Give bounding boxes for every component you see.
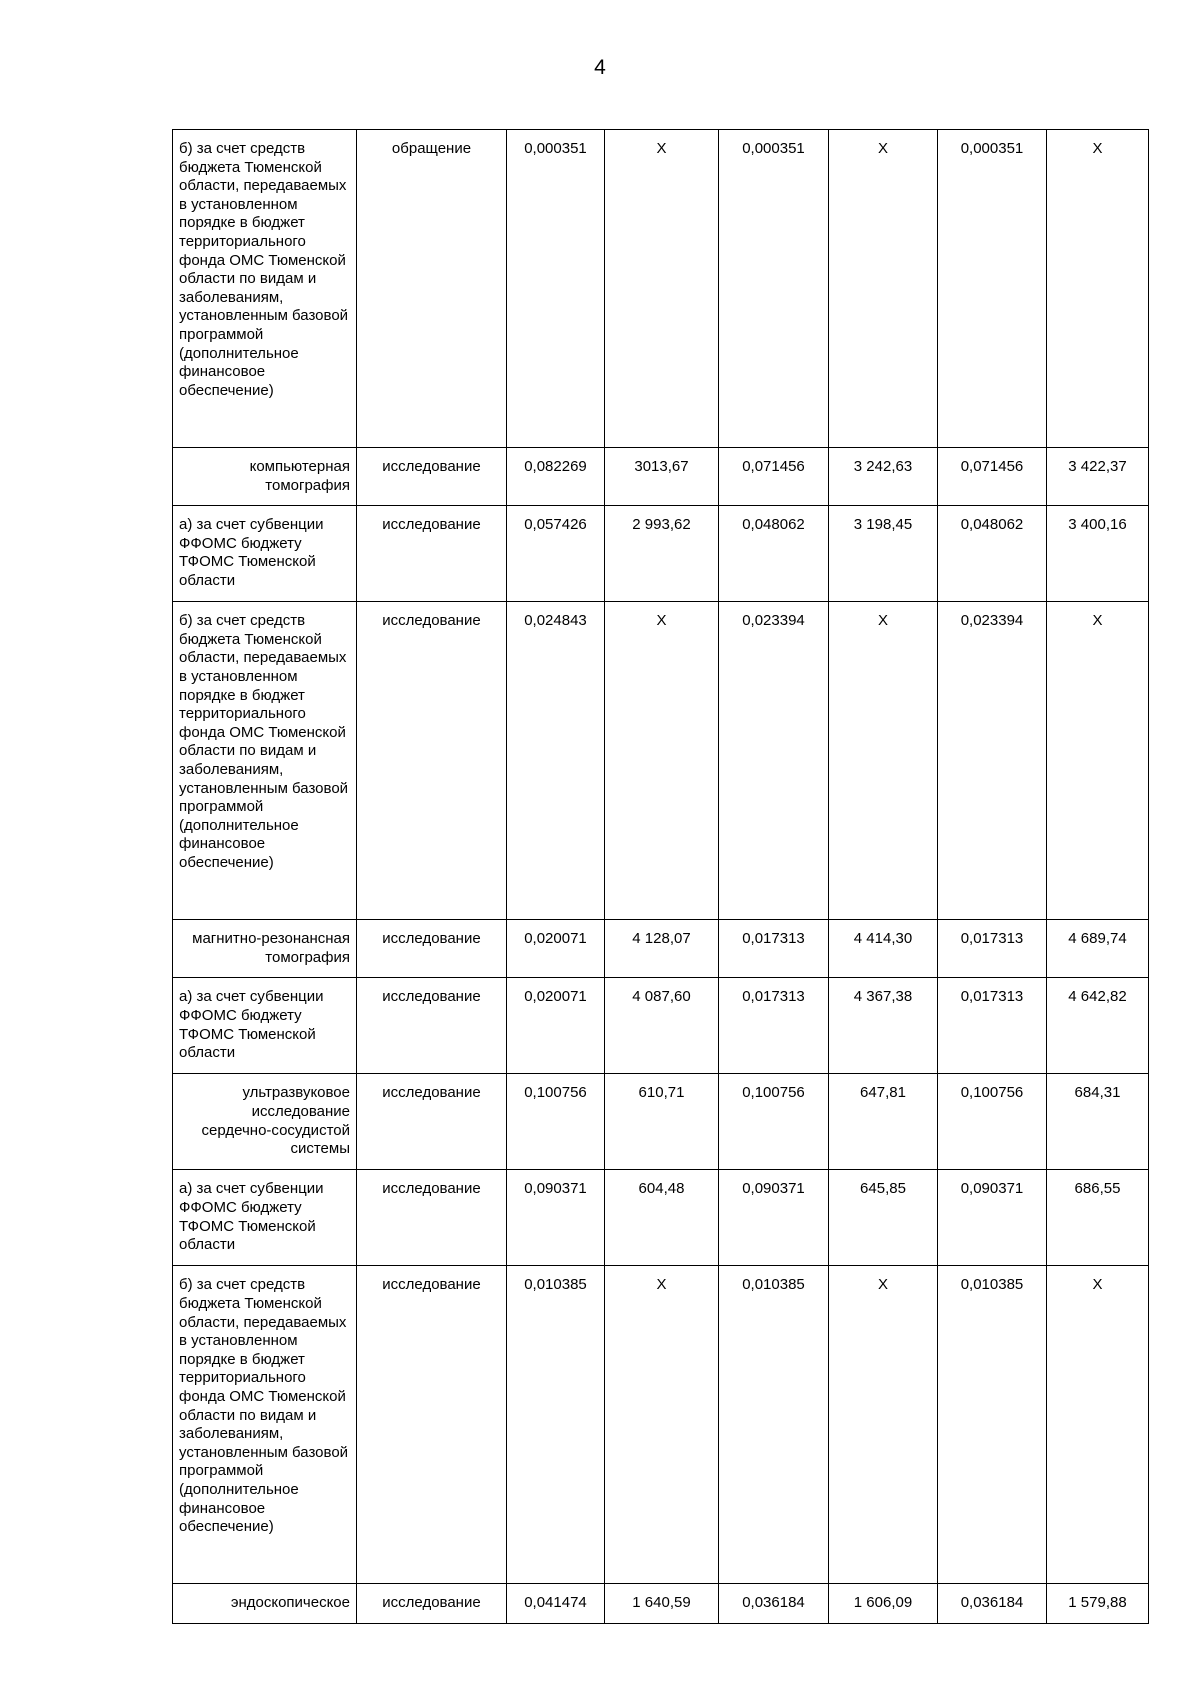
norm-value-cell: 0,090371 — [507, 1170, 605, 1266]
norm-value-cell: 0,010385 — [719, 1266, 829, 1584]
norm-value-cell: 0,017313 — [719, 978, 829, 1074]
norm-value-cell: 0,017313 — [938, 920, 1047, 978]
cost-value-cell: 4 128,07 — [605, 920, 719, 978]
cost-value-cell: Х — [829, 130, 938, 448]
unit-cell: исследование — [357, 448, 507, 506]
row-label: б) за счет средств бюджета Тюменской области, передаваемых в установленном порядке в бюджет территориального фонда ОМС Тюменской области по видам и заболеваниям, установленным базовой программой (дополнительное финансовое обеспечение) — [173, 1266, 357, 1584]
norm-value-cell: 0,071456 — [938, 448, 1047, 506]
cost-value-cell: Х — [1047, 1266, 1149, 1584]
row-label: компьютерная томография — [173, 448, 357, 506]
cost-value-cell: 4 642,82 — [1047, 978, 1149, 1074]
row-label: магнитно-резонансная томография — [173, 920, 357, 978]
cost-value-cell: Х — [1047, 130, 1149, 448]
cost-value-cell: 3013,67 — [605, 448, 719, 506]
norm-value-cell: 0,071456 — [719, 448, 829, 506]
norm-value-cell: 0,082269 — [507, 448, 605, 506]
table-row — [173, 1074, 1149, 1170]
unit-cell: исследование — [357, 602, 507, 920]
cost-value-cell: 645,85 — [829, 1170, 938, 1266]
cost-value-cell: 1 579,88 — [1047, 1584, 1149, 1624]
norm-value-cell: 0,036184 — [719, 1584, 829, 1624]
row-label: эндоскопическое — [173, 1584, 357, 1624]
norm-value-cell: 0,100756 — [507, 1074, 605, 1170]
cost-value-cell: 4 087,60 — [605, 978, 719, 1074]
norm-value-cell: 0,010385 — [507, 1266, 605, 1584]
cost-value-cell: 4 414,30 — [829, 920, 938, 978]
cost-value-cell: 1 606,09 — [829, 1584, 938, 1624]
norm-value-cell: 0,000351 — [507, 130, 605, 448]
cost-value-cell: Х — [605, 602, 719, 920]
norm-value-cell: 0,100756 — [938, 1074, 1047, 1170]
norm-value-cell: 0,090371 — [938, 1170, 1047, 1266]
unit-cell: исследование — [357, 920, 507, 978]
cost-value-cell: Х — [605, 130, 719, 448]
table-row — [173, 506, 1149, 602]
cost-value-cell: 3 242,63 — [829, 448, 938, 506]
row-label: б) за счет средств бюджета Тюменской области, передаваемых в установленном порядке в бюджет территориального фонда ОМС Тюменской области по видам и заболеваниям, установленным базовой программой (дополнительное финансовое обеспечение) — [173, 130, 357, 448]
norm-value-cell: 0,023394 — [719, 602, 829, 920]
table-row — [173, 448, 1149, 506]
cost-value-cell: 4 367,38 — [829, 978, 938, 1074]
norm-value-cell: 0,090371 — [719, 1170, 829, 1266]
norm-value-cell: 0,048062 — [938, 506, 1047, 602]
row-label: а) за счет субвенции ФФОМС бюджету ТФОМС Тюменской области — [173, 978, 357, 1074]
norm-value-cell: 0,020071 — [507, 920, 605, 978]
row-label: а) за счет субвенции ФФОМС бюджету ТФОМС Тюменской области — [173, 506, 357, 602]
norm-value-cell: 0,010385 — [938, 1266, 1047, 1584]
cost-value-cell: 3 198,45 — [829, 506, 938, 602]
table-row — [173, 978, 1149, 1074]
cost-value-cell: 1 640,59 — [605, 1584, 719, 1624]
unit-cell: исследование — [357, 1584, 507, 1624]
unit-cell: исследование — [357, 978, 507, 1074]
unit-cell: обращение — [357, 130, 507, 448]
row-label: б) за счет средств бюджета Тюменской области, передаваемых в установленном порядке в бюджет территориального фонда ОМС Тюменской области по видам и заболеваниям, установленным базовой программой (дополнительное финансовое обеспечение) — [173, 602, 357, 920]
cost-value-cell: 604,48 — [605, 1170, 719, 1266]
norm-value-cell: 0,000351 — [938, 130, 1047, 448]
cost-value-cell: 647,81 — [829, 1074, 938, 1170]
norm-value-cell: 0,023394 — [938, 602, 1047, 920]
cost-value-cell: 610,71 — [605, 1074, 719, 1170]
table-row — [173, 602, 1149, 920]
unit-cell: исследование — [357, 1266, 507, 1584]
row-label: ультразвуковое исследование сердечно-сосудистой системы — [173, 1074, 357, 1170]
norm-value-cell: 0,041474 — [507, 1584, 605, 1624]
table-row — [173, 1170, 1149, 1266]
unit-cell: исследование — [357, 506, 507, 602]
table-row — [173, 920, 1149, 978]
page-number: 4 — [594, 56, 606, 79]
norm-value-cell: 0,017313 — [938, 978, 1047, 1074]
norm-value-cell: 0,036184 — [938, 1584, 1047, 1624]
norm-value-cell: 0,024843 — [507, 602, 605, 920]
cost-value-cell: Х — [1047, 602, 1149, 920]
unit-cell: исследование — [357, 1074, 507, 1170]
table-body — [173, 130, 1149, 1624]
table-row — [173, 1266, 1149, 1584]
norm-value-cell: 0,048062 — [719, 506, 829, 602]
cost-value-cell: Х — [605, 1266, 719, 1584]
cost-value-cell: 4 689,74 — [1047, 920, 1149, 978]
cost-value-cell: 686,55 — [1047, 1170, 1149, 1266]
row-label: а) за счет субвенции ФФОМС бюджету ТФОМС Тюменской области — [173, 1170, 357, 1266]
norm-value-cell: 0,057426 — [507, 506, 605, 602]
cost-value-cell: Х — [829, 1266, 938, 1584]
cost-value-cell: Х — [829, 602, 938, 920]
unit-cell: исследование — [357, 1170, 507, 1266]
table-row — [173, 1584, 1149, 1624]
norm-value-cell: 0,020071 — [507, 978, 605, 1074]
cost-value-cell: 684,31 — [1047, 1074, 1149, 1170]
norm-value-cell: 0,100756 — [719, 1074, 829, 1170]
cost-value-cell: 3 422,37 — [1047, 448, 1149, 506]
table-row — [173, 130, 1149, 448]
norm-value-cell: 0,017313 — [719, 920, 829, 978]
cost-value-cell: 3 400,16 — [1047, 506, 1149, 602]
cost-value-cell: 2 993,62 — [605, 506, 719, 602]
data-table — [172, 129, 1149, 1624]
norm-value-cell: 0,000351 — [719, 130, 829, 448]
